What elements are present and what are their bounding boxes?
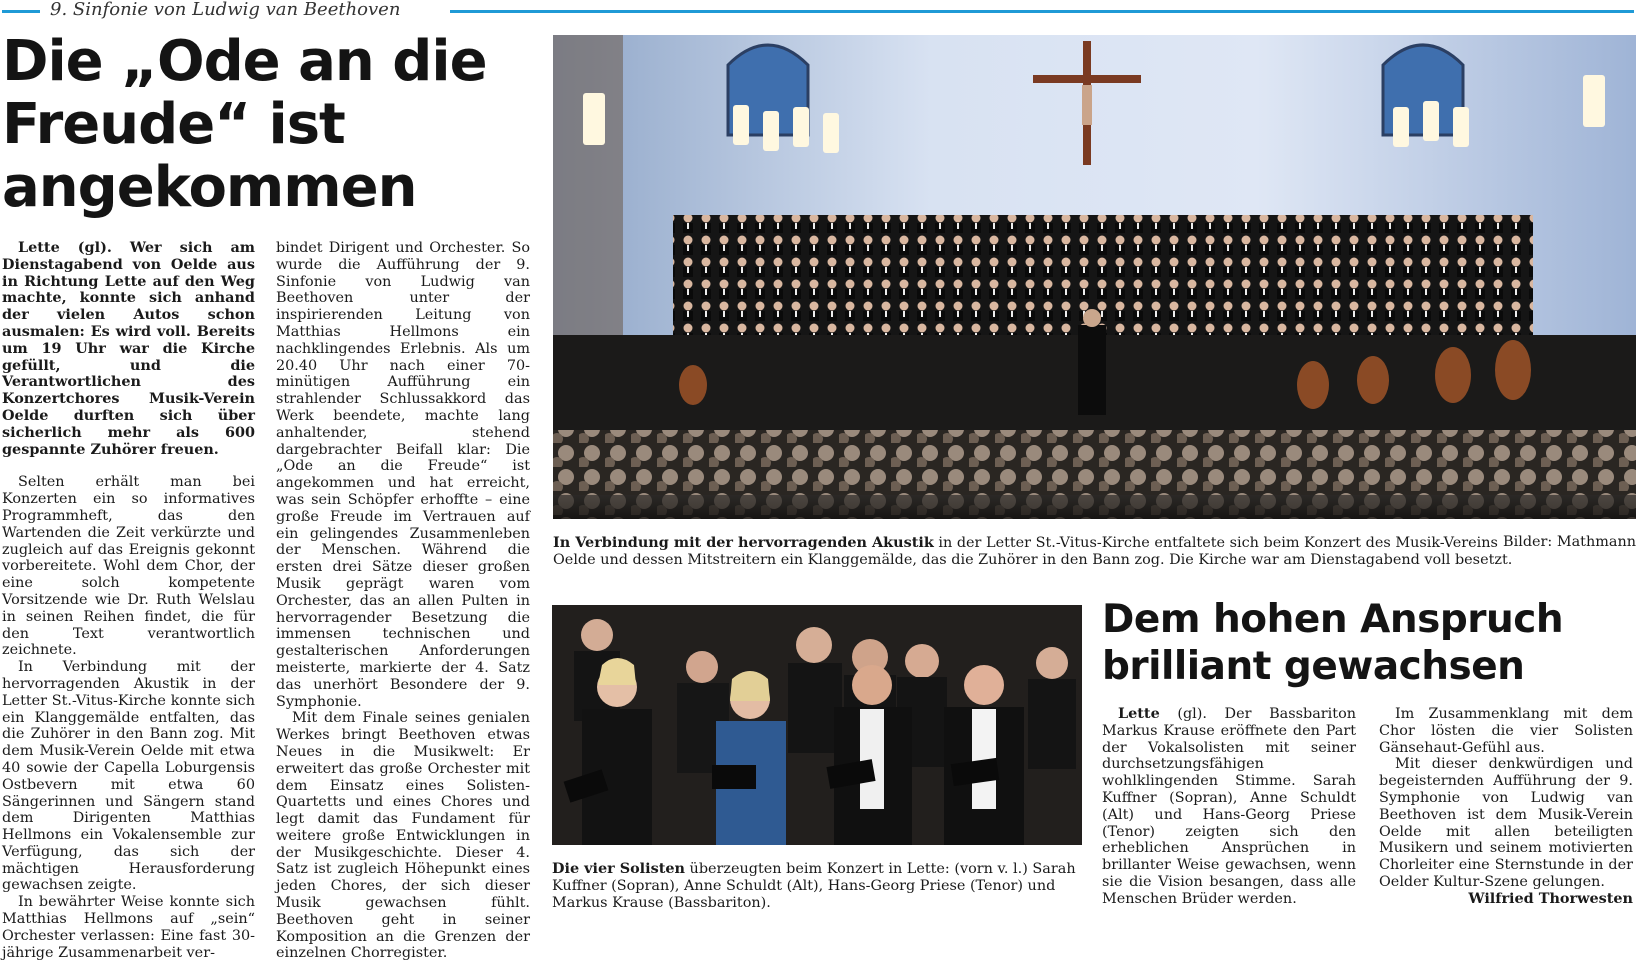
article-lead: Lette (gl). Wer sich am Dienstagabend von Oelde aus in Richtung Lette auf den Weg machte, konnte sich anhand der vielen Autos schon ausmalen: Es wird voll. Bereits um 19 Uhr war die Kirche gefüllt, und die Verantwortlichen des Konzertchores Musik-Verein Oelde durften sich über sicherlich mehr als 600 gespannte Zuhörer freuen. bbox=[2, 239, 255, 458]
main-headline: Die „Ode an die Freude“ ist angekommen bbox=[2, 29, 487, 220]
article-paragraph bbox=[1102, 706, 1356, 908]
article-column-4 bbox=[1379, 706, 1633, 908]
article-paragraph: Im Zusammenklang mit dem Chor lösten die vier Solisten Gänsehaut-Gefühl aus. bbox=[1379, 706, 1633, 756]
photo-caption bbox=[552, 860, 1082, 912]
article-paragraph: In bewährter Weise konnte sich Matthias Hellmons auf „sein“ Orchester verlassen: Eine fast 30-jährige Zusammenarbeit ver- bbox=[2, 894, 255, 961]
caption-lead: Die vier Solisten bbox=[552, 860, 685, 877]
article-paragraph: Selten erhält man bei Konzerten ein so informatives Programmheft, das den Wartenden die Zeit verkürzte und zugleich auf das Ereignis gekonnt vorbereitete. Wohl dem Chor, der eine solch kompetente Vorsitzende wie Dr. Ruth Welslau in seinen Reihen findet, die für den Text verantwortlich zeichnete. bbox=[2, 474, 255, 659]
section-header bbox=[0, 0, 1636, 24]
accent-rule bbox=[450, 10, 1634, 13]
article-paragraph: bindet Dirigent und Orchester. So wurde die Aufführung der 9. Sinfonie von Ludwig van Beethoven unter der inspirierenden Leitung von Matthias Hellmons ein nachklingendes Erlebnis. Als um 20.40 Uhr nach einer 70-minütigen Aufführung ein strahlender Schlussakkord das Werk beendete, machte lang anhaltender, stehend dargebrachter Beifall klar: Die „Ode an die Freude“ ist angekommen und hat erreicht, was sein Schöpfer erhoffte – eine große Freude im Vertrauen auf ein gelingendes Zusammenleben der Menschen. Während die ersten drei Sätze dieser großen Musik geprägt waren vom Orchester, das an allen Pulten in hervorragender Besetzung die immensen technischen und gestalterischen Anforderungen meisterte, markierte der 4. Satz das unerhört Besondere der 9. Symphonie. bbox=[276, 240, 530, 710]
paragraph-text: (gl). Der Bassbariton Markus Krause eröffnete den Part der Vokalsolisten mit seiner durchsetzungsfähigen wohlklingenden Stimme. Sarah Kuffner (Sopran), Anne Schuldt (Alt) und Hans-Georg Priese (Tenor) zeigten sich den erheblichen Ansprüchen in brillanter Weise gewachsen, wenn sie die Vision besangen, dass alle Menschen Brüder werden. bbox=[1102, 706, 1356, 907]
article-column-3 bbox=[1102, 706, 1356, 908]
caption-text: überzeugten beim Konzert in Lette: (vorn v. l.) Sarah Kuffner (Sopran), Anne Schuldt (Alt), Hans-Georg Priese (Tenor) und Markus Krause (Bassbariton). bbox=[552, 861, 1076, 911]
section-kicker: 9. Sinfonie von Ludwig van Beethoven bbox=[50, 0, 401, 20]
article-column-2 bbox=[276, 240, 530, 962]
caption-lead: In Verbindung mit der hervorragenden Akustik bbox=[553, 534, 934, 551]
secondary-headline: Dem hohen Anspruch brilliant gewachsen bbox=[1102, 597, 1564, 689]
article-paragraph: Mit dem Finale seines genialen Werkes bringt Beethoven etwas Neues in die Musikwelt: Er erweitert das große Orchester mit dem Einsatz eines Solisten-Quartetts und eines Chores und legt damit das Fundament für weitere große Entwicklungen in der Musikgeschichte. Dieser 4. Satz ist zugleich Höhepunkt eines jeden Chores, der sich dieser Musik gewachsen fühlt. Beethoven geht in seiner Komposition an die Grenzen der einzelnen Chorregister. bbox=[276, 710, 530, 962]
photo-caption bbox=[553, 534, 1636, 569]
accent-rule bbox=[2, 10, 40, 13]
article-paragraph: In Verbindung mit der hervorragenden Akustik in der Letter St.-Vitus-Kirche konnte sich ein Klanggemälde entfalten, das die Zuhörer in den Bann zog. Mit dem Musik-Verein Oelde mit etwa 40 sowie der Capella Loburgensis Ostbevern mit etwa 60 Sängerinnen und Sängern stand dem Dirigenten Matthias Hellmons ein Vokalensemble zur Verfügung, das sich der mächtigen Herausforderung gewachsen zeigte. bbox=[2, 659, 255, 894]
article-column-1 bbox=[2, 240, 255, 961]
caption-text: in der Letter St.-Vitus-Kirche entfaltete sich beim Konzert des Musik-Vereins Oelde und dessen Mitstreitern ein Klanggemälde, das die Zuhörer in den Bann zog. Die Kirche war am Dienstagabend voll besetzt. bbox=[553, 535, 1513, 568]
author-byline: Wilfried Thorwesten bbox=[1468, 889, 1633, 907]
photo-credit: Bilder: Mathmann bbox=[1503, 534, 1636, 550]
dateline: Lette bbox=[1118, 705, 1160, 722]
soloists-photo bbox=[552, 605, 1082, 845]
concert-photo bbox=[553, 35, 1636, 519]
article-paragraph: Mit dieser denkwürdigen und begeisternden Aufführung der 9. Symphonie von Ludwig van Beethoven ist dem Musik-Verein Oelde mit allen beteiligten Musikern und seinem motivierten Chorleiter eine Sternstunde in der Oelder Kultur-Szene gelungen. bbox=[1379, 756, 1633, 890]
